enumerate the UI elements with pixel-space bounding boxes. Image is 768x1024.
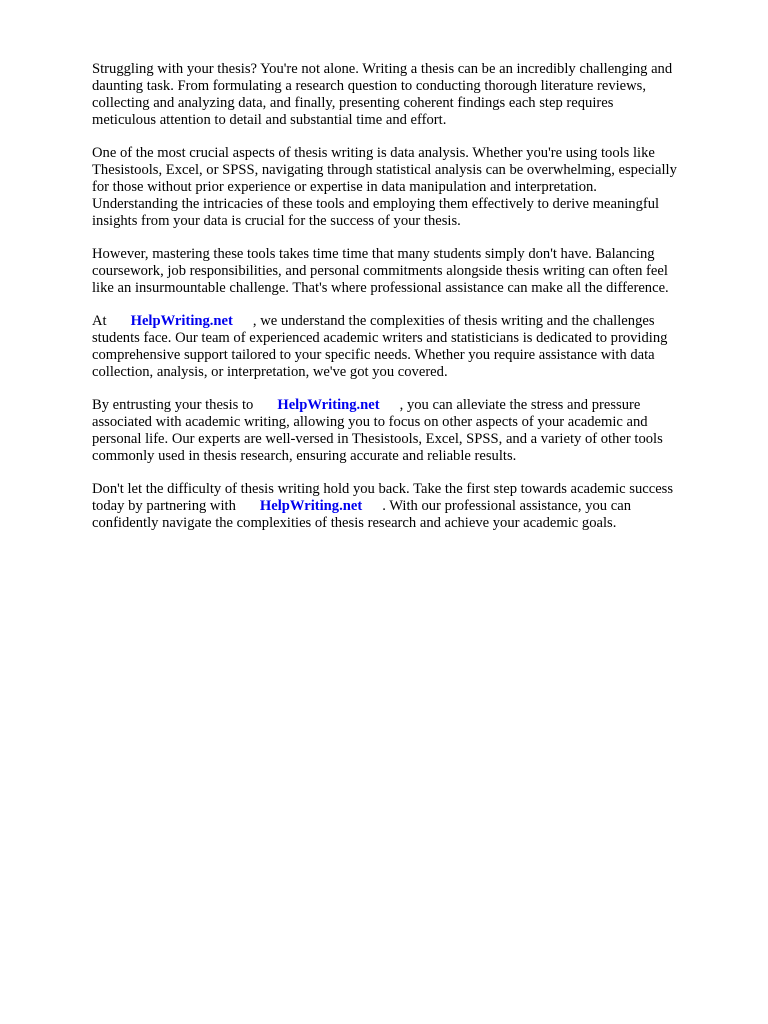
paragraph-data-analysis: One of the most crucial aspects of thesis writing is data analysis. Whether you're using tools like Thesistools, Excel, or SPSS, navigating through statistical analysis can be overwhelming, especially for those without prior experience or expertise in data manipulation and interpretation. Understanding the intricacies of these tools and employing them effectively to derive meaningful insights from your data is crucial for the success of your thesis. xyxy=(92,145,677,229)
paragraph-about-service xyxy=(92,313,722,381)
paragraph-text: At xyxy=(92,313,107,329)
paragraph-entrust xyxy=(92,397,722,465)
paragraph-text: , you can alleviate the stress and pressure associated with academic writing, allowing you to focus on other aspects of your academic and personal life. Our experts are well-versed in Thesistools, Excel, SPSS, and a variety of other tools commonly used in thesis research, ensuring accurate and reliable results. xyxy=(92,397,663,464)
helpwriting-link[interactable]: HelpWriting.net xyxy=(130,313,233,329)
paragraph-closing xyxy=(92,481,722,532)
document-body xyxy=(92,61,722,548)
paragraph-text: . With our professional assistance, you can confidently navigate the complexities of thesis research and achieve your academic goals. xyxy=(92,498,631,531)
helpwriting-link[interactable]: HelpWriting.net xyxy=(277,397,380,413)
paragraph-time: However, mastering these tools takes time time that many students simply don't have. Balancing coursework, job responsibilities, and personal commitments alongside thesis writing can often feel like an insurmountable challenge. That's where professional assistance can make all the difference. xyxy=(92,246,669,296)
paragraph-text: Don't let the difficulty of thesis writing hold you back. Take the first step towards academic success today by partnering with xyxy=(92,481,674,514)
helpwriting-link[interactable]: HelpWriting.net xyxy=(259,498,363,514)
paragraph-text: By entrusting your thesis to xyxy=(92,397,254,413)
paragraph-text: , we understand the complexities of thesis writing and the challenges students face. Our team of experienced academic writers and statisticians is dedicated to providing comprehensive support tailored to your specific needs. Whether you require assistance with data collection, analysis, or interpretation, we've got you covered. xyxy=(92,313,668,380)
paragraph-intro: Struggling with your thesis? You're not alone. Writing a thesis can be an incredibly challenging and daunting task. From formulating a research question to conducting thorough literature reviews, collecting and analyzing data, and finally, presenting coherent findings each step requires meticulous attention to detail and substantial time and effort. xyxy=(92,61,673,128)
